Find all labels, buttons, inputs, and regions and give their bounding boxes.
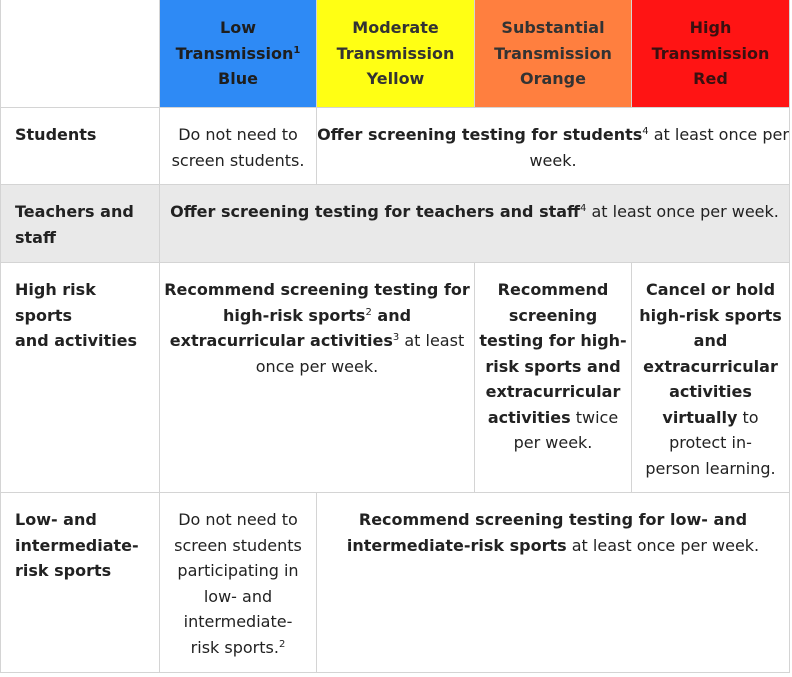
lr-low-line4: low- and: [203, 586, 273, 606]
students-label: Students: [15, 125, 97, 144]
students-other-bold: Offer screening testing for students: [317, 125, 643, 144]
hr-lm-line1: Recommend screening testing for: [164, 280, 470, 299]
header-substantial-line1: Substantial: [501, 18, 605, 38]
header-high-line1: High: [689, 18, 732, 38]
students-low-line2: screen students.: [171, 150, 305, 170]
header-low-line1: Low: [220, 18, 256, 38]
header-moderate-line2: Transmission: [336, 43, 455, 63]
high-risk-high-cell: [632, 263, 790, 493]
hr-sub-line5: extracurricular: [485, 382, 621, 401]
hr-sub-line6b: twice: [570, 407, 619, 427]
row-label-students: [0, 108, 160, 185]
header-low-footnote: 1: [293, 44, 301, 56]
hr-high-line8: person learning.: [645, 458, 776, 478]
lr-low-line5: intermediate-: [183, 612, 293, 631]
hr-high-line1: Cancel or hold: [645, 280, 776, 299]
lr-low-line3: participating in: [177, 561, 299, 580]
header-high-color: Red: [693, 69, 728, 89]
hr-high-line6: virtually: [662, 407, 738, 427]
lr-other-line2: intermediate-risk sports: [346, 535, 567, 555]
hr-high-line5: activities: [669, 382, 752, 401]
hr-high-line2: high-risk sports: [639, 305, 782, 325]
students-other-line2: week.: [529, 150, 577, 170]
hr-lm-footnote3: 3: [392, 332, 400, 343]
hr-sub-line7: per week.: [513, 433, 593, 452]
hr-lm-line4: once per week.: [255, 356, 379, 376]
low-risk-label-line2: intermediate-: [15, 535, 139, 555]
students-other-rest: at least once per: [648, 125, 789, 144]
lr-other-line2b: at least once per week.: [566, 535, 760, 555]
hr-sub-line4: risk sports and: [485, 356, 621, 376]
header-substantial-transmission: [475, 0, 632, 108]
high-risk-label-line1: High risk sports: [15, 280, 96, 325]
header-high-transmission: [632, 0, 790, 108]
teachers-label-line2: staff: [15, 227, 56, 247]
hr-lm-line3b: at least: [399, 331, 465, 350]
lr-low-footnote: 2: [278, 638, 286, 650]
hr-lm-line3: extracurricular activities: [169, 331, 393, 350]
lr-low-line1: Do not need to: [178, 510, 298, 529]
hr-high-line7: protect in-: [669, 433, 752, 452]
students-low-line1: Do not need to: [178, 125, 298, 144]
students-low-cell: [160, 108, 317, 185]
teachers-rest: at least once per week.: [586, 202, 779, 221]
header-high-line2: Transmission: [651, 43, 770, 63]
hr-high-line6b: to: [737, 407, 759, 427]
low-risk-other-cell: [317, 493, 790, 673]
high-risk-low-moderate-cell: [160, 263, 475, 493]
teachers-label-line1: Teachers and: [15, 202, 134, 221]
header-moderate-transmission: [317, 0, 475, 108]
hr-sub-line1: Recommend: [497, 280, 609, 299]
high-risk-label-line2: and activities: [15, 331, 138, 350]
hr-lm-line2: high-risk sports: [222, 305, 366, 325]
row-label-high-risk: [0, 263, 160, 493]
header-moderate-color: Yellow: [366, 69, 425, 89]
low-risk-low-cell: [160, 493, 317, 673]
header-moderate-line1: Moderate: [352, 18, 439, 38]
hr-lm-line2b: and: [371, 305, 412, 325]
row-label-low-risk: [0, 493, 160, 673]
hr-high-line4: extracurricular: [643, 356, 778, 376]
teachers-all-cell: [160, 185, 790, 263]
hr-lm-footnote2: 2: [365, 306, 372, 318]
header-substantial-color: Orange: [520, 69, 586, 89]
header-substantial-line2: Transmission: [494, 43, 612, 63]
hr-sub-line3: testing for high-: [479, 331, 627, 350]
row-label-teachers: [0, 185, 160, 263]
teachers-bold: Offer screening testing for teachers and staff: [170, 202, 581, 221]
low-risk-label-line1: Low- and: [15, 510, 97, 529]
header-low-color: Blue: [218, 69, 258, 89]
students-other-cell: [317, 108, 790, 185]
header-low-line2: Transmission: [175, 43, 294, 63]
students-footnote: 4: [642, 126, 649, 137]
hr-high-line3: and: [693, 331, 728, 350]
hr-sub-line6: activities: [487, 407, 571, 427]
header-low-transmission: [160, 0, 317, 108]
high-risk-substantial-cell: [475, 263, 632, 493]
hr-sub-line2: screening: [508, 305, 598, 325]
low-risk-label-line3: risk sports: [15, 561, 112, 580]
lr-low-line6: risk sports.: [190, 637, 279, 657]
lr-low-line2: screen students: [174, 535, 302, 555]
teachers-footnote: 4: [580, 203, 587, 214]
lr-other-line1: Recommend screening testing for low- and: [358, 510, 748, 529]
header-empty-cell: [0, 0, 160, 108]
